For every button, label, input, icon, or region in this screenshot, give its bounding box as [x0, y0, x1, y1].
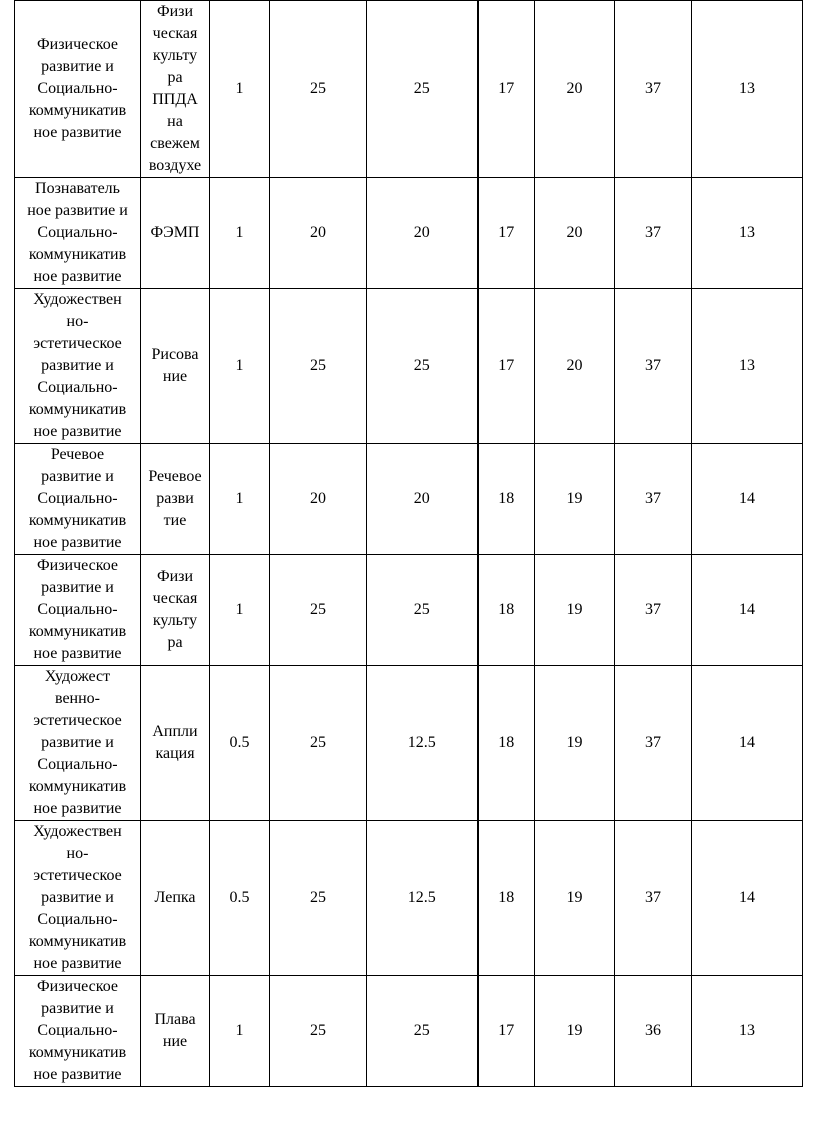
value-cell: 25	[270, 1, 367, 178]
value-cell: 25	[270, 976, 367, 1087]
value-cell: 1	[210, 444, 270, 555]
value-cell: 20	[270, 178, 367, 289]
value-cell: 20	[535, 178, 615, 289]
value-cell: 19	[535, 976, 615, 1087]
value-cell: 19	[535, 821, 615, 976]
value-cell: 20	[367, 178, 478, 289]
value-cell: 25	[270, 666, 367, 821]
subject-cell: Лепка	[141, 821, 210, 976]
value-cell: 25	[270, 821, 367, 976]
value-cell: 17	[478, 178, 535, 289]
value-cell: 13	[692, 1, 803, 178]
value-cell: 14	[692, 444, 803, 555]
value-cell: 19	[535, 444, 615, 555]
subject-cell: ФЭМП	[141, 178, 210, 289]
value-cell: 13	[692, 976, 803, 1087]
table-row	[15, 178, 803, 289]
value-cell: 13	[692, 289, 803, 444]
value-cell: 37	[615, 178, 692, 289]
table-row	[15, 555, 803, 666]
value-cell: 37	[615, 555, 692, 666]
value-cell: 18	[478, 821, 535, 976]
value-cell: 0.5	[210, 821, 270, 976]
value-cell: 17	[478, 976, 535, 1087]
value-cell: 1	[210, 289, 270, 444]
value-cell: 25	[367, 976, 478, 1087]
value-cell: 12.5	[367, 666, 478, 821]
subject-cell: Физи ческая культу ра ППДА на свежем воздухе	[141, 1, 210, 178]
table-row	[15, 289, 803, 444]
value-cell: 17	[478, 1, 535, 178]
subject-cell: Аппли кация	[141, 666, 210, 821]
value-cell: 18	[478, 666, 535, 821]
value-cell: 25	[367, 1, 478, 178]
curriculum-table	[14, 0, 803, 1087]
development-area-cell: Художест венно- эстетическое развитие и Социально- коммуникатив ное развитие	[15, 666, 141, 821]
value-cell: 1	[210, 555, 270, 666]
development-area-cell: Физическое развитие и Социально- коммуникатив ное развитие	[15, 976, 141, 1087]
value-cell: 1	[210, 976, 270, 1087]
value-cell: 1	[210, 178, 270, 289]
value-cell: 1	[210, 1, 270, 178]
subject-cell: Плава ние	[141, 976, 210, 1087]
value-cell: 19	[535, 666, 615, 821]
development-area-cell: Речевое развитие и Социально- коммуникатив ное развитие	[15, 444, 141, 555]
development-area-cell: Физическое развитие и Социально- коммуникатив ное развитие	[15, 555, 141, 666]
value-cell: 20	[535, 289, 615, 444]
development-area-cell: Физическое развитие и Социально- коммуникатив ное развитие	[15, 1, 141, 178]
value-cell: 25	[270, 555, 367, 666]
value-cell: 13	[692, 178, 803, 289]
value-cell: 20	[367, 444, 478, 555]
value-cell: 36	[615, 976, 692, 1087]
value-cell: 18	[478, 555, 535, 666]
value-cell: 14	[692, 666, 803, 821]
value-cell: 37	[615, 289, 692, 444]
value-cell: 12.5	[367, 821, 478, 976]
value-cell: 20	[270, 444, 367, 555]
table-row	[15, 444, 803, 555]
value-cell: 37	[615, 1, 692, 178]
value-cell: 25	[270, 289, 367, 444]
value-cell: 17	[478, 289, 535, 444]
table-body	[15, 1, 803, 1087]
table-row	[15, 1, 803, 178]
table-row	[15, 666, 803, 821]
value-cell: 25	[367, 555, 478, 666]
subject-cell: Рисова ние	[141, 289, 210, 444]
value-cell: 25	[367, 289, 478, 444]
subject-cell: Речевое разви тие	[141, 444, 210, 555]
value-cell: 14	[692, 821, 803, 976]
table-row	[15, 821, 803, 976]
development-area-cell: Познаватель ное развитие и Социально- коммуникатив ное развитие	[15, 178, 141, 289]
value-cell: 19	[535, 555, 615, 666]
value-cell: 18	[478, 444, 535, 555]
development-area-cell: Художествен но- эстетическое развитие и Социально- коммуникатив ное развитие	[15, 289, 141, 444]
development-area-cell: Художествен но- эстетическое развитие и Социально- коммуникатив ное развитие	[15, 821, 141, 976]
value-cell: 20	[535, 1, 615, 178]
value-cell: 14	[692, 555, 803, 666]
subject-cell: Физи ческая культу ра	[141, 555, 210, 666]
table-row	[15, 976, 803, 1087]
value-cell: 0.5	[210, 666, 270, 821]
value-cell: 37	[615, 444, 692, 555]
value-cell: 37	[615, 666, 692, 821]
value-cell: 37	[615, 821, 692, 976]
